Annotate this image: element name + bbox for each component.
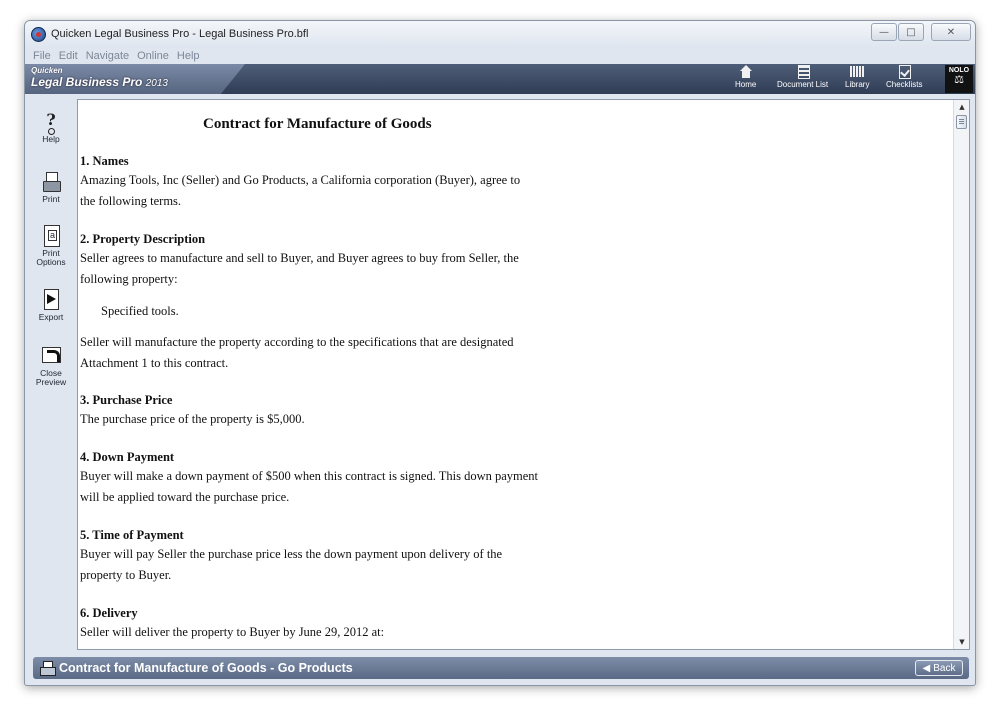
close-preview-label-1: Close [40, 368, 62, 378]
nav-library-button[interactable] [845, 65, 869, 93]
help-label: Help [42, 134, 60, 144]
app-window [24, 20, 976, 686]
nav-document-list-label: Document List [777, 80, 829, 89]
paragraph-line: Seller agrees to manufacture and sell to Buyer, and Buyer agrees to buy from Seller, the [80, 251, 519, 265]
status-bar [33, 657, 969, 679]
close-window-button[interactable]: ✕ [931, 23, 971, 41]
section-heading: 3. Purchase Price [80, 393, 173, 407]
section-paragraph [80, 409, 580, 430]
paragraph-line: will be applied toward the purchase price. [80, 490, 290, 504]
export-label: Export [38, 312, 64, 322]
brand-quicken-label: Quicken [31, 66, 63, 75]
menu-online[interactable]: Online [137, 49, 169, 62]
paragraph-line: Amazing Tools, Inc (Seller) and Go Products, a California corporation (Buyer), agree to [80, 173, 521, 187]
paragraph-line: Attachment 1 to this contract. [80, 356, 229, 370]
document-preview-pane [77, 99, 970, 650]
paragraph-line: Seller will deliver the property to Buyer by June 29, 2012 at: [80, 625, 385, 639]
nolo-logo[interactable] [945, 65, 973, 93]
close-preview-button[interactable] [25, 345, 77, 387]
nav-checklists-label: Checklists [886, 80, 923, 89]
export-icon [41, 289, 61, 311]
preview-sidebar [25, 99, 77, 649]
back-button[interactable] [915, 660, 963, 676]
minimize-button[interactable]: — [871, 23, 897, 41]
help-icon: ? [41, 111, 61, 133]
section-paragraph [80, 332, 580, 374]
quicken-app-icon [31, 27, 46, 42]
title-bar [25, 21, 975, 47]
status-document-name: Contract for Manufacture of Goods - Go Products [59, 661, 353, 675]
indented-item: Specified tools. [101, 304, 179, 318]
menu-file[interactable]: File [33, 49, 51, 62]
brand-product-name [31, 75, 168, 89]
maximize-button[interactable]: □ [898, 23, 924, 41]
close-preview-icon [41, 345, 61, 367]
nav-checklists-button[interactable] [886, 65, 922, 93]
back-arrow-icon: ◀ [922, 662, 931, 674]
nav-document-list-button[interactable] [777, 65, 828, 93]
paragraph-line: Buyer will pay Seller the purchase price less the down payment upon delivery of the [80, 547, 503, 561]
document-list-icon [795, 65, 811, 79]
vertical-scrollbar[interactable] [953, 100, 969, 649]
nolo-text: NOLO [948, 67, 970, 74]
export-button[interactable] [25, 289, 77, 322]
menu-edit[interactable]: Edit [58, 49, 78, 62]
paragraph-line: The purchase price of the property is $5,000. [80, 412, 305, 426]
print-label: Print [42, 194, 60, 204]
back-label: Back [933, 662, 956, 674]
section-heading: 4. Down Payment [80, 450, 175, 464]
checklist-icon [896, 65, 912, 79]
section-paragraph [80, 466, 580, 508]
section-paragraph [80, 170, 580, 212]
section-paragraph [80, 544, 580, 586]
print-options-button[interactable] [25, 225, 77, 267]
home-icon [738, 65, 754, 79]
section-paragraph [80, 248, 580, 290]
print-options-icon [41, 225, 61, 247]
section-heading: 5. Time of Payment [80, 528, 184, 542]
scroll-down-arrow[interactable]: ▼ [959, 638, 965, 646]
paragraph-line: Seller will manufacture the property according to the specifications that are designated [80, 335, 514, 349]
nav-home-label: Home [735, 80, 757, 89]
printer-preview-icon [39, 661, 55, 675]
scales-icon: ⚖ [954, 73, 964, 86]
help-button[interactable] [25, 111, 77, 144]
brand-toolbar [25, 64, 975, 94]
print-options-label-1: Print [42, 248, 60, 258]
paragraph-line: property to Buyer. [80, 568, 172, 582]
print-button[interactable] [25, 171, 77, 204]
window-controls [871, 23, 971, 41]
document-content [78, 100, 954, 649]
print-options-label-2: Options [36, 257, 66, 267]
paragraph-line: Buyer will make a down payment of $500 when this contract is signed. This down payment [80, 469, 539, 483]
section-heading: 6. Delivery [80, 606, 138, 620]
printer-icon [41, 171, 61, 193]
section-paragraph [80, 622, 580, 643]
paragraph-line: following property: [80, 272, 178, 286]
section-heading: 1. Names [80, 154, 129, 168]
nav-home-button[interactable] [735, 65, 756, 93]
section-heading: 2. Property Description [80, 232, 206, 246]
menu-navigate[interactable]: Navigate [85, 49, 130, 62]
document-title: Contract for Manufacture of Goods [203, 116, 432, 132]
paragraph-line: the following terms. [80, 194, 182, 208]
window-title: Quicken Legal Business Pro - Legal Business Pro.bfl [51, 28, 309, 40]
menu-bar [25, 47, 975, 64]
close-preview-label-2: Preview [35, 377, 67, 387]
menu-help[interactable]: Help [176, 49, 200, 62]
scroll-up-arrow[interactable]: ▲ [959, 103, 965, 111]
scroll-thumb[interactable] [956, 115, 967, 129]
brand-year: 2013 [145, 78, 168, 89]
brand-name-text: Legal Business Pro [31, 75, 143, 89]
library-icon [849, 65, 865, 79]
nav-library-label: Library [845, 80, 870, 89]
